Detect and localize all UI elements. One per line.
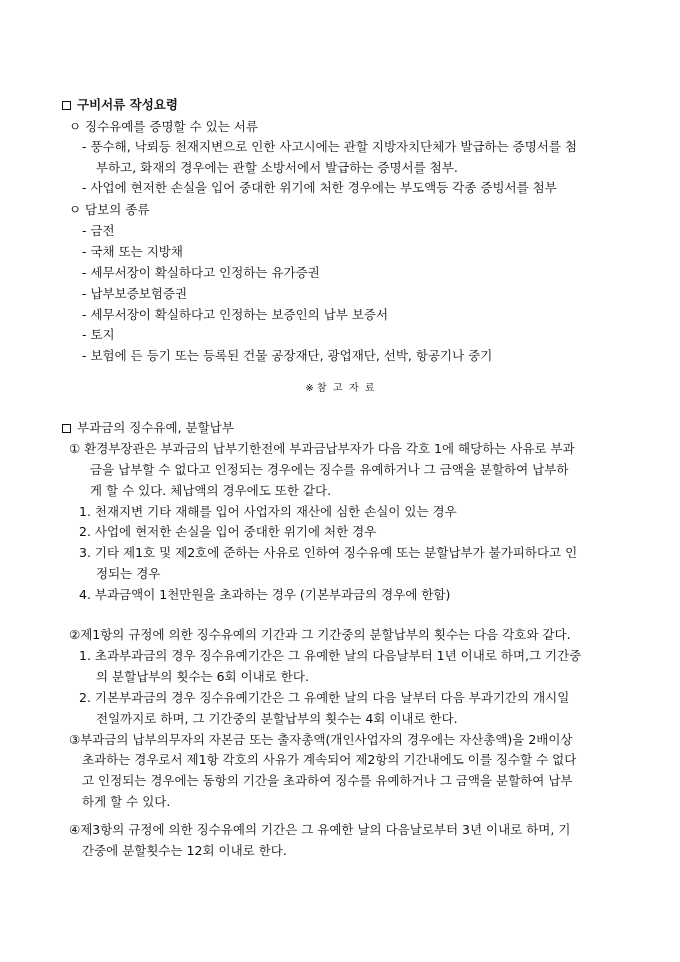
s1-line-3: - 사업에 현저한 손실을 입어 중대한 위기에 처한 경우에는 부도액등 각종 증빙서를 첨부 bbox=[82, 180, 557, 195]
checkbox-square-icon bbox=[62, 101, 71, 110]
s1-line-0: ㅇ 징수유예를 증명할 수 있는 서류 bbox=[69, 119, 258, 134]
s1-line-7: - 세무서장이 확실하다고 인정하는 유가증권 bbox=[82, 265, 320, 280]
s2-line-14: 초과하는 경우로서 제1항 각호의 사유가 계속되어 제2항의 기간내에도 이를 징수할 수 없다 bbox=[82, 752, 577, 767]
section2-title: 부과금의 징수유예, 분할납부 bbox=[77, 420, 234, 435]
s1-line-2: 부하고, 화재의 경우에는 관할 소방서에서 발급하는 증명서를 첨부. bbox=[96, 160, 458, 175]
s1-line-5: - 금전 bbox=[82, 223, 115, 238]
s2-line-12: 전일까지로 하며, 그 기간중의 분할납부의 횟수는 4회 이내로 한다. bbox=[96, 711, 458, 726]
section2-heading bbox=[62, 420, 234, 436]
s1-line-8: - 납부보증보험증권 bbox=[82, 286, 188, 301]
s1-line-9: - 세무서장이 확실하다고 인정하는 보증인의 납부 보증서 bbox=[82, 307, 389, 322]
checkbox-square-icon bbox=[62, 424, 71, 433]
s2-line-9: 1. 초과부과금의 경우 징수유예기간은 그 유예한 날의 다음날부터 1년 이내로 하며,그 기간중 bbox=[79, 648, 582, 663]
s1-line-1: - 풍수해, 낙뢰등 천재지변으로 인한 사고시에는 관할 지방자치단체가 발급하는 증명서를 첨 bbox=[82, 139, 577, 154]
s1-line-10: - 토지 bbox=[82, 327, 115, 342]
s2-line-2: 게 할 수 있다. 체납액의 경우에도 또한 같다. bbox=[90, 483, 332, 498]
s2-line-4: 2. 사업에 현저한 손실을 입어 중대한 위기에 처한 경우 bbox=[79, 524, 377, 539]
section1-heading bbox=[62, 97, 178, 113]
s2-line-16: 하게 할 수 있다. bbox=[82, 794, 171, 809]
s2-line-11: 2. 기본부과금의 경우 징수유예기간은 그 유예한 날의 다음 날부터 다음 부과기간의 개시일 bbox=[79, 690, 570, 705]
s2-line-7: 4. 부과금액이 1천만원을 초과하는 경우 (기본부과금의 경우에 한함) bbox=[79, 587, 451, 602]
s2-line-15: 고 인정되는 경우에는 동항의 기간을 초과하여 징수를 유예하거나 그 금액을 분할하여 납부 bbox=[82, 773, 573, 788]
s2-line-0: ① 환경부장관은 부과금의 납부기한전에 부과금납부자가 다음 각호 1에 해당하는 사유로 부과 bbox=[69, 441, 575, 456]
s2-line-17: ④제3항의 규정에 의한 징수유예의 기간은 그 유예한 날의 다음날로부터 3년 이내로 하며, 기 bbox=[69, 822, 571, 837]
s2-line-5: 3. 기타 제1호 및 제2호에 준하는 사유로 인하여 징수유예 또는 분할납부가 불가피하다고 인 bbox=[79, 545, 578, 560]
reference-title: ※ 참 고 자 료 bbox=[305, 383, 375, 394]
s2-line-3: 1. 천재지변 기타 재해를 입어 사업자의 재산에 심한 손실이 있는 경우 bbox=[79, 504, 457, 519]
section1-title: 구비서류 작성요령 bbox=[77, 97, 178, 112]
s1-line-6: - 국채 또는 지방채 bbox=[82, 244, 183, 259]
s1-line-4: ㅇ 담보의 종류 bbox=[69, 202, 150, 217]
s2-line-1: 금을 납부할 수 없다고 인정되는 경우에는 징수를 유예하거나 그 금액을 분할하여 납부하 bbox=[90, 462, 569, 477]
s2-line-8: ②제1항의 규정에 의한 징수유예의 기간과 그 기간중의 분할납부의 횟수는 다음 각호와 같다. bbox=[69, 627, 571, 642]
s1-line-11: - 보험에 든 등기 또는 등록된 건물 공장재단, 광업재단, 선박, 항공기나 중기 bbox=[82, 348, 493, 363]
s2-line-13: ③부과금의 납부의무자의 자본금 또는 출자총액(개인사업자의 경우에는 자산총액)을 2배이상 bbox=[69, 732, 573, 747]
s2-line-10: 의 분할납부의 횟수는 6회 이내로 한다. bbox=[96, 669, 309, 684]
s2-line-6: 정되는 경우 bbox=[96, 566, 161, 581]
s2-line-18: 간중에 분할횟수는 12회 이내로 한다. bbox=[82, 843, 287, 858]
